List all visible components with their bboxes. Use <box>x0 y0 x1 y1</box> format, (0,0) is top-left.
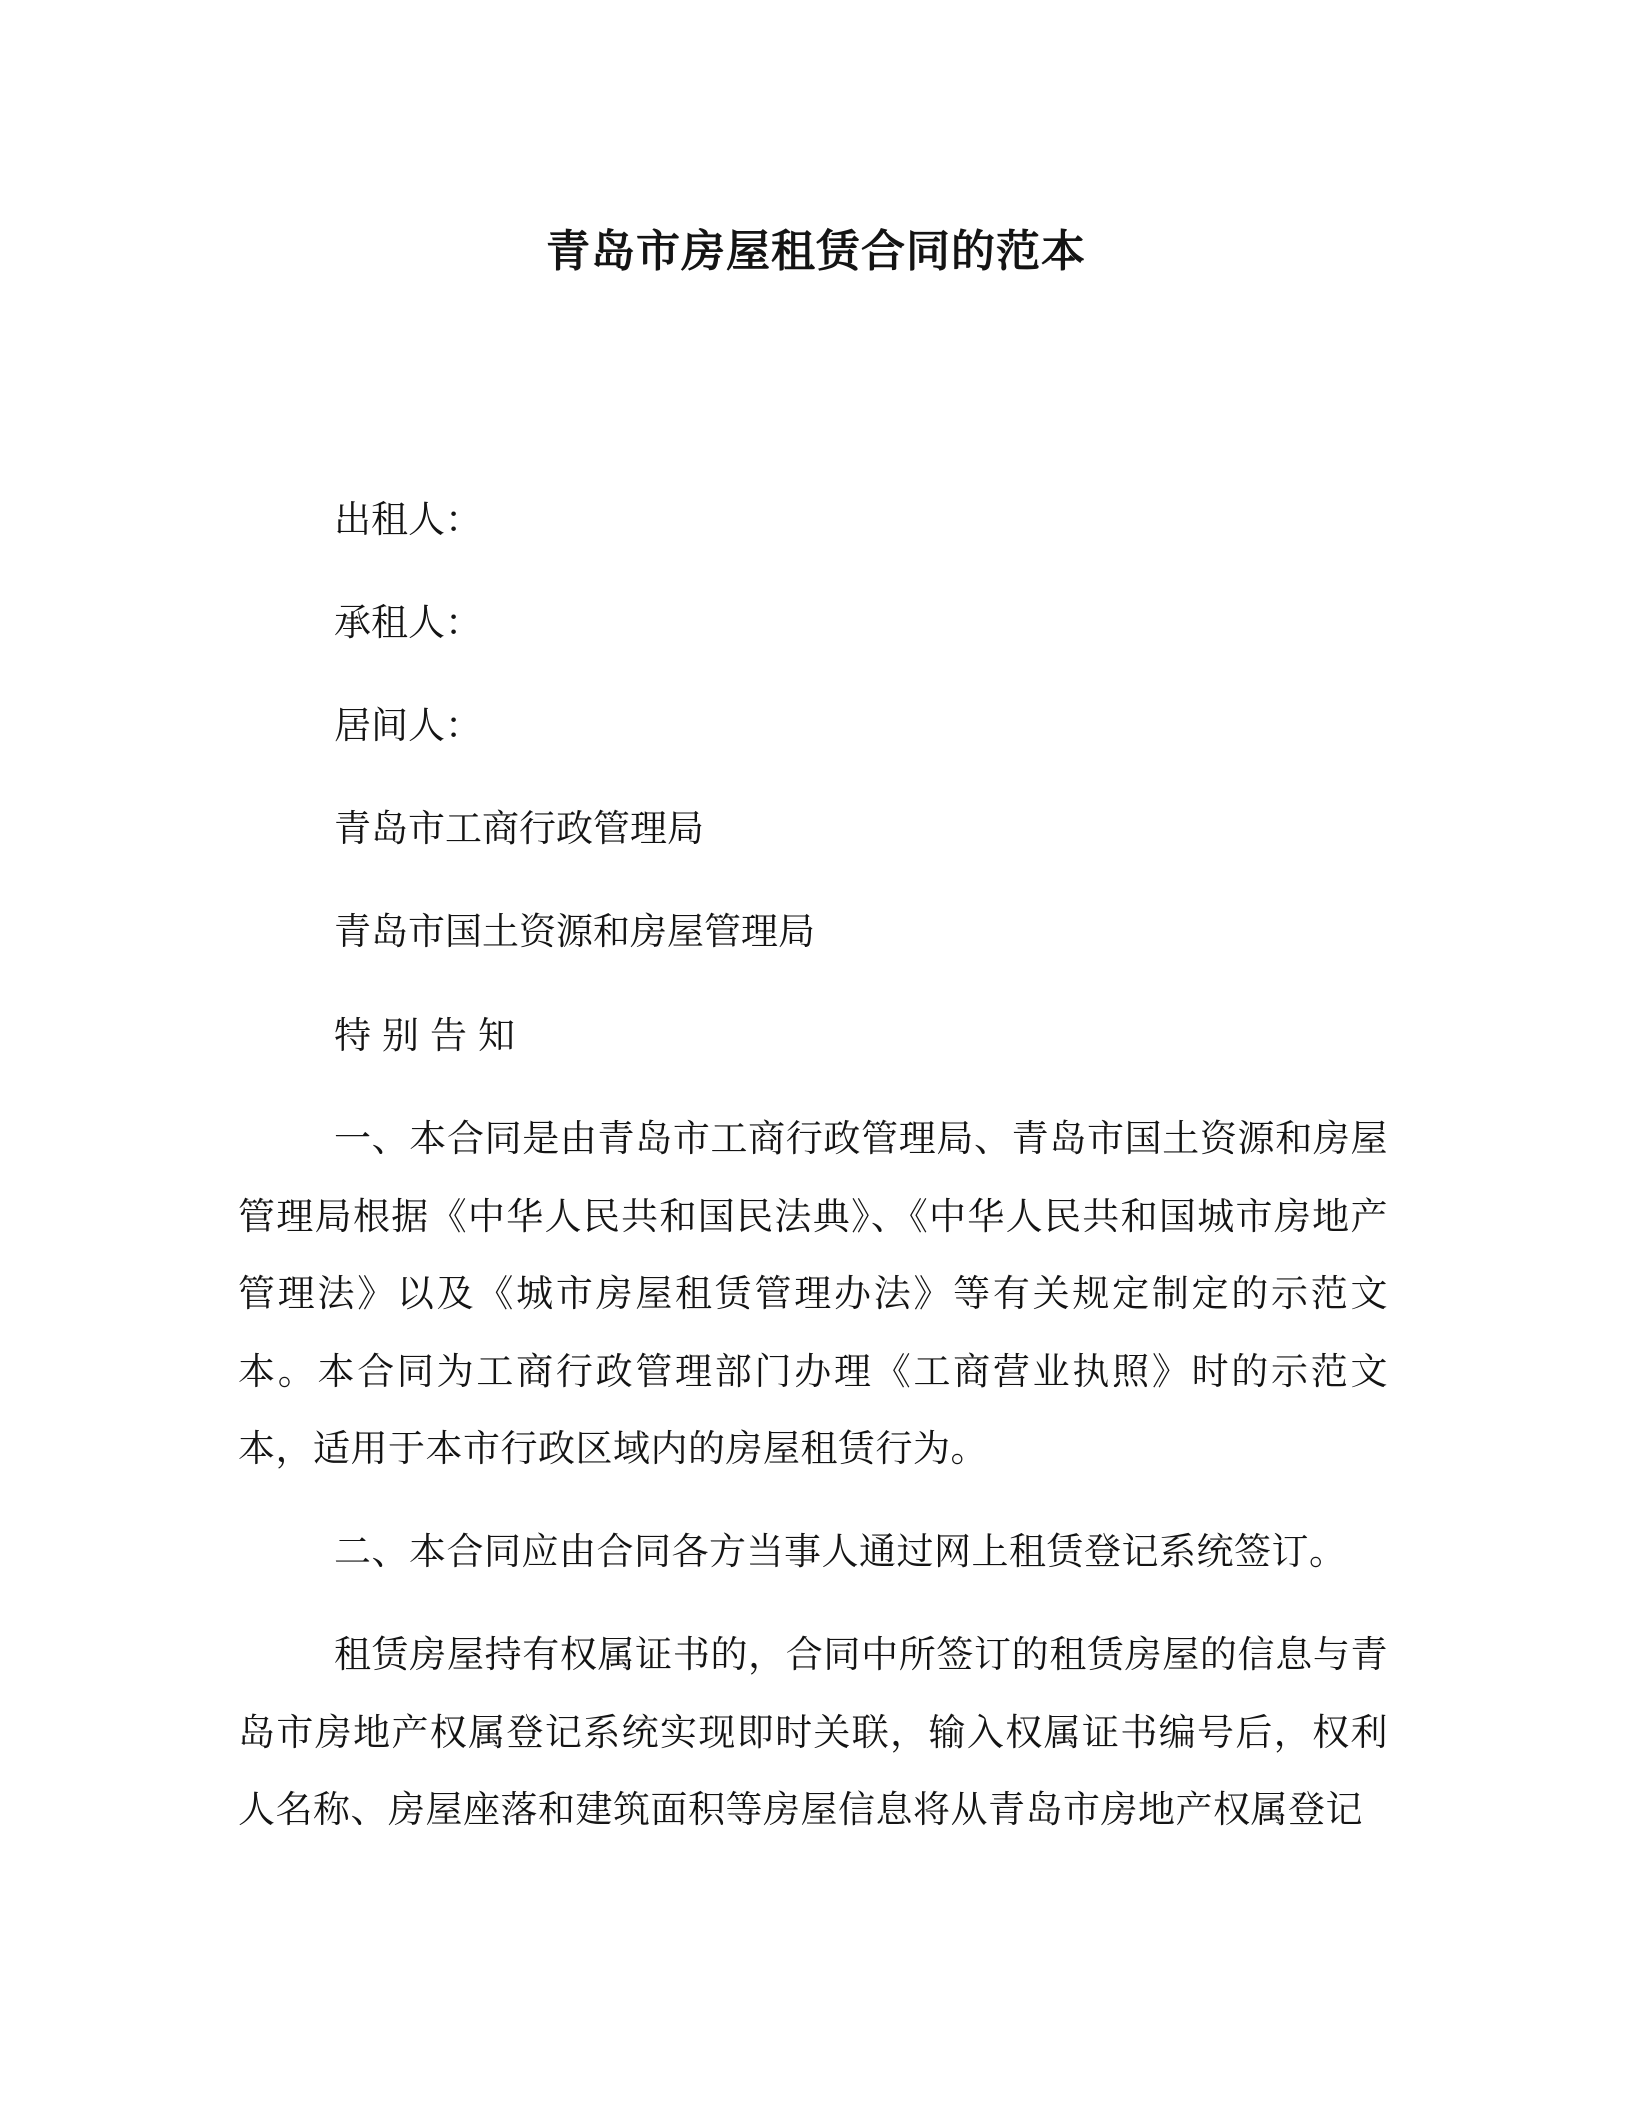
notice-paragraph-3: 租赁房屋持有权属证书的，合同中所签订的租赁房屋的信息与青岛市房地产权属登记系统实现即时关联，输入权属证书编号后，权利人名称、房屋座落和建筑面积等房屋信息将从青岛市房地产权属登记 <box>238 1633 1388 1831</box>
document-title: 青岛市房屋租赁合同的范本 <box>546 226 1086 277</box>
notice-paragraph-1: 一、本合同是由青岛市工商行政管理局、青岛市国土资源和房屋管理局根据《中华人民共和国民法典》、《中华人民共和国城市房地产管理法》以及《城市房屋租赁管理办法》等有关规定制定的示范文本。本合同为工商行政管理部门办理《工商营业执照》时的示范文本，适用于本市行政区域内的房屋租赁行为。 <box>238 1117 1388 1470</box>
issuer-line-2: 青岛市国土资源和房屋管理局 <box>334 910 815 953</box>
notice-heading: 特别告知 <box>334 1014 526 1057</box>
lessor-label: 出租人： <box>334 498 482 541</box>
broker-label: 居间人： <box>334 704 482 747</box>
issuer-line-1: 青岛市工商行政管理局 <box>334 807 704 850</box>
lessee-label: 承租人： <box>334 601 482 644</box>
notice-paragraph-2: 二、本合同应由合同各方当事人通过网上租赁登记系统签订。 <box>334 1530 1347 1573</box>
